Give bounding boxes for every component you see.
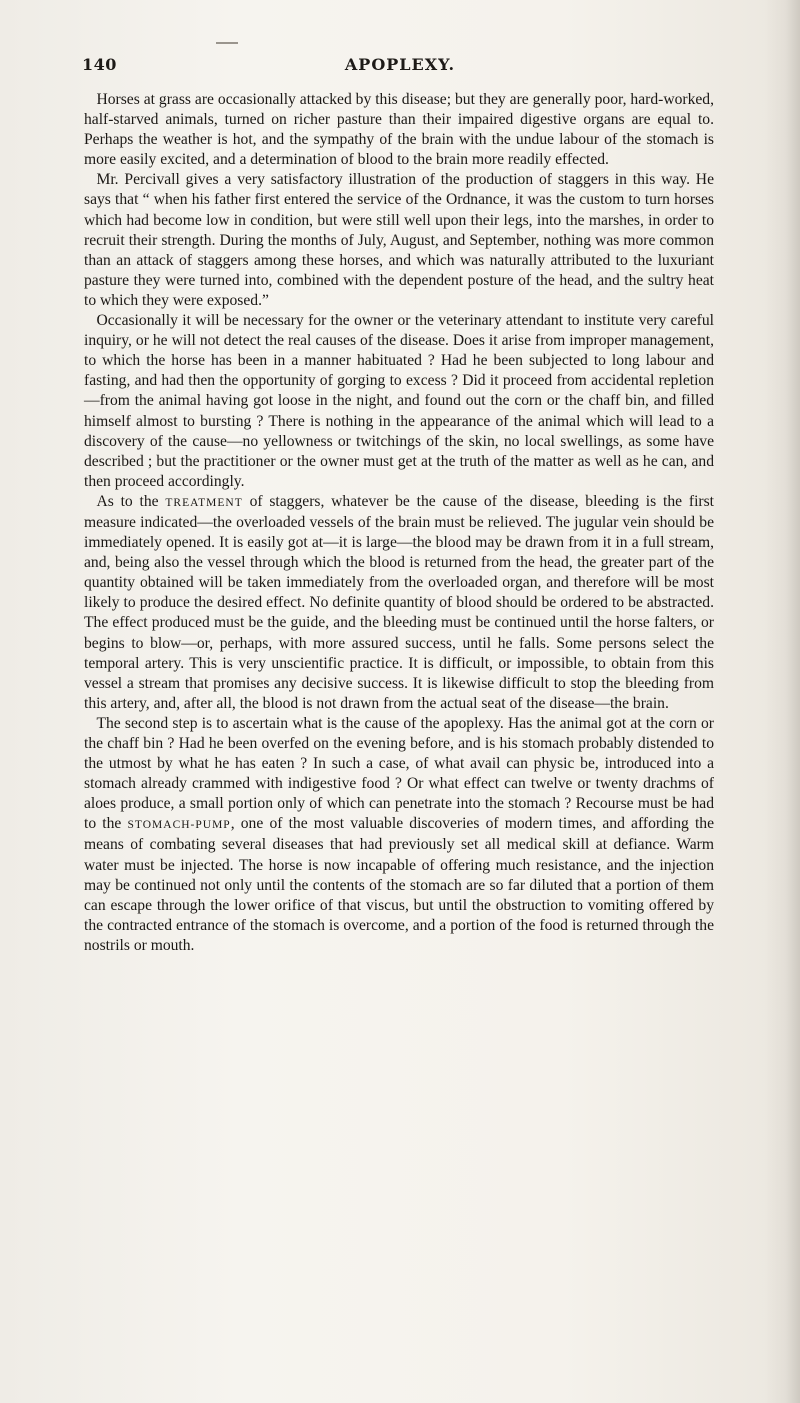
running-title: APOPLEXY. [344,55,456,74]
paragraph-treatment-lead: As to the [96,492,166,510]
running-head [82,55,718,79]
paragraph-grass-horses: Horses at grass are occasionally attacked by this disease; but they are generally poor, hard-worked, half-starved animals, turned on richer pasture than their impaired digestive organs are equal to. Perhaps the weather is hot, and the sympathy of the brain with the undue labour of the stomach is more easily excited, and a determination of blood to the brain more readily effected. [84,91,714,169]
paragraph-stomach-pump-lead: The second step is to ascertain what is the cause of the apoplexy. Has the animal got at the corn or the chaff bin ? Had he been overfed on the evening before, and is his stomach probably distended to the utmost by what he has eaten ? In such a case, of what avail can physic be, introduced into a stomach already crammed with indigestive food ? Or what effect can twelve or twenty drachms of aloes produce, a small portion only of which can penetrate into the stomach ? Recourse must be had to the [84,714,714,833]
page-number: 140 [82,55,117,74]
treatment-smallcaps: TREATMENT [165,496,243,509]
binding-shadow [764,0,800,1403]
body-text [84,90,714,956]
paragraph-treatment-rest: of staggers, whatever be the cause of the disease, bleeding is the first measure indicated—the overloaded vessels of the brain must be relieved. The jugular vein should be immediately opened. It is easily got at—it is large—the blood may be drawn from it in a full stream, and, being also the vessel through which the blood is returned from the head, the greater part of the quantity obtained will be taken immediately from the overloaded organ, and therefore will be most likely to produce the desired effect. No definite quantity of blood should be ordered to be abstracted. The effect produced must be the guide, and the bleeding must be continued until the horse falters, or begins to blow—or, perhaps, with more assured success, until he falls. Some persons select the temporal artery. This is very unscientific practice. It is difficult, or impossible, to obtain from this vessel a stream that promises any decisive success. It is likewise difficult to stop the bleeding from this artery, and, after all, the blood is not drawn from the actual seat of the disease—the brain. [84,492,714,712]
printer-mark [216,42,238,44]
paragraph-stomach-pump-rest: , one of the most valuable discoveries of modern times, and affording the means of combating several diseases that had previously set all medical skill at defiance. Warm water must be injected. The horse is now incapable of offering much resistance, and the injection may be continued not only until the contents of the stomach are so far diluted that a portion of them can escape through the lower orifice of that viscus, but until the obstruction to vomiting offered by the contracted entrance of the stomach is overcome, and a portion of the food is returned through the nostrils or mouth. [84,815,715,954]
paragraph-percivall-quote: Mr. Percivall gives a very satisfactory illustration of the production of staggers in this way. He says that “ when his father first entered the service of the Ordnance, it was the custom to turn horses which had become low in condition, but were still well upon their legs, into the marshes, in order to recruit their strength. During the months of July, August, and September, nothing was more common than an attack of staggers among these horses, and which was naturally attributed to the luxuriant pasture they were turned into, combined with the dependent posture of the head, and the sultry heat to which they were exposed.” [84,171,714,309]
paragraph-treatment [84,492,714,714]
paragraph-inquiry: Occasionally it will be necessary for the owner or the veterinary attendant to institute very careful inquiry, or he will not detect the real causes of the disease. Does it arise from improper management, to which the horse has been in a manner habituated ? Had he been subjected to long labour and fasting, and had then the opportunity of gorging to excess ? Did it proceed from accidental repletion—from the animal having got loose in the night, and found out the corn or the chaff bin, and filled himself almost to bursting ? There is nothing in the appearance of the animal which will lead to a discovery of the cause—no yellowness or twitchings of the skin, no local swellings, as some have described ; but the practitioner or the owner must get at the truth of the matter as well as he can, and then proceed accordingly. [84,312,714,490]
stomach-pump-smallcaps: STOMACH-PUMP [127,819,231,832]
paragraph-stomach-pump [84,714,714,956]
